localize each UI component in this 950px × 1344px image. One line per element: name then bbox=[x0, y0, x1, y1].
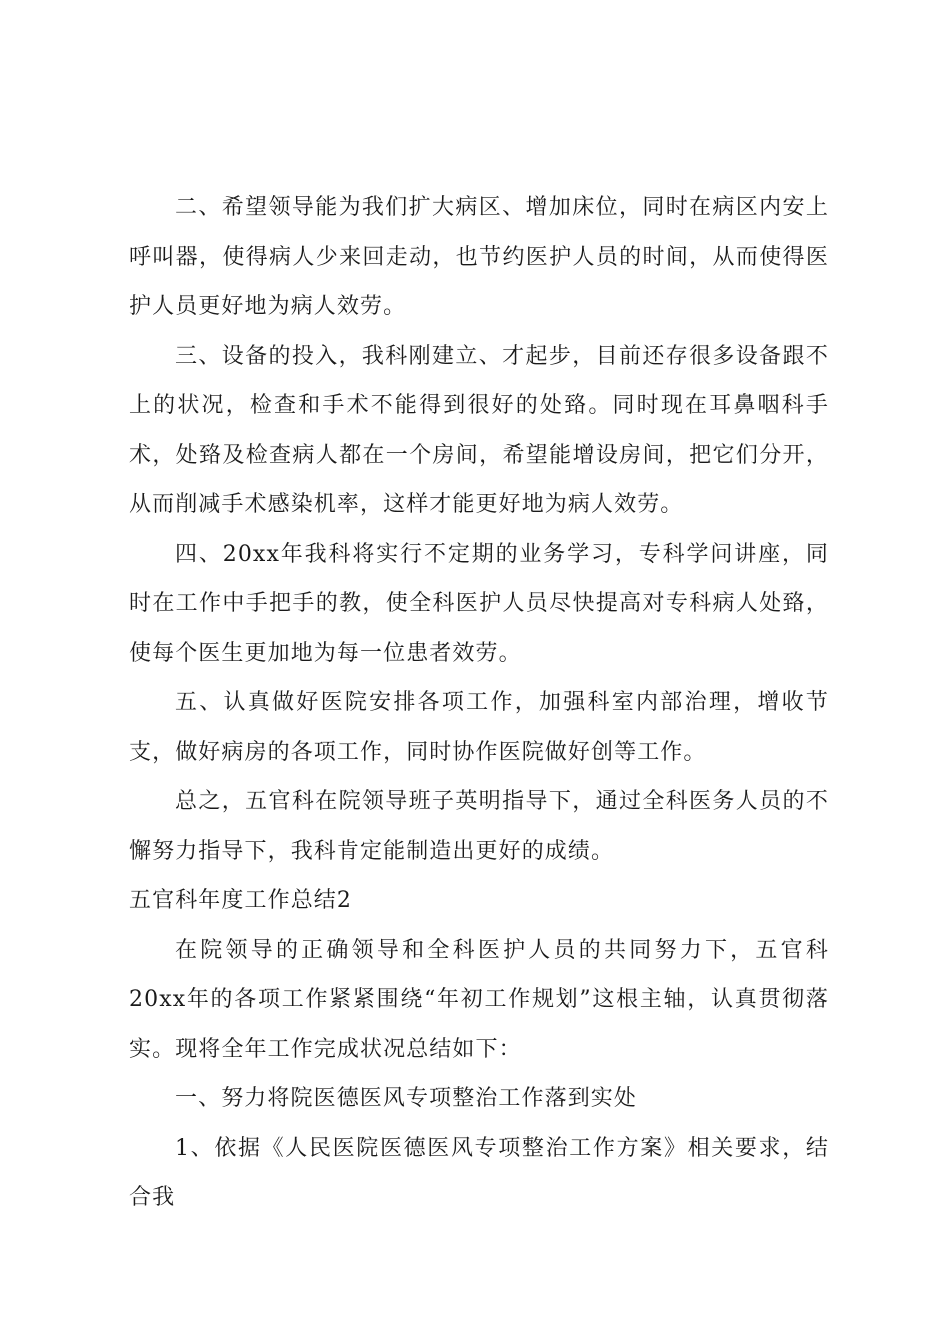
paragraph-4: 四、20xx年我科将实行不定期的业务学习，专科学问讲座，同时在工作中手把手的教，使全科医护人员尽快提高对专科病人处臵，使每个医生更加地为每一位患者效劳。 bbox=[129, 541, 829, 666]
section-item-heading: 一、努力将院医德医风专项整治工作落到实处 bbox=[175, 1086, 638, 1111]
paragraph-5: 五、认真做好医院安排各项工作，加强科室内部治理，增收节支，做好病房的各项工作，同时协作医院做好创等工作。 bbox=[129, 690, 829, 765]
paragraph-3: 三、设备的投入，我科刚建立、才起步，目前还存很多设备跟不上的状况，检查和手术不能得到很好的处臵。同时现在耳鼻咽科手术，处臵及检查病人都在一个房间，希望能增设房间，把它们分开，从而削减手术感染机率，这样才能更好地为病人效劳。 bbox=[129, 343, 829, 517]
section-item-1: 1、依据《人民医院医德医风专项整治工作方案》相关要求，结合我 bbox=[129, 1135, 829, 1210]
section-intro-paragraph: 在院领导的正确领导和全科医护人员的共同努力下，五官科20xx年的各项工作紧紧围绕“年初工作规划”这根主轴，认真贯彻落实。现将全年工作完成状况总结如下： bbox=[129, 937, 829, 1062]
section-title: 五官科年度工作总结2 bbox=[129, 888, 352, 913]
paragraph-2: 二、希望领导能为我们扩大病区、增加床位，同时在病区内安上呼叫器，使得病人少来回走动，也节约医护人员的时间，从而使得医护人员更好地为病人效劳。 bbox=[129, 195, 829, 319]
document-body bbox=[129, 183, 829, 1223]
paragraph-summary: 总之，五官科在院领导班子英明指导下，通过全科医务人员的不懈努力指导下，我科肯定能制造出更好的成绩。 bbox=[129, 789, 829, 864]
